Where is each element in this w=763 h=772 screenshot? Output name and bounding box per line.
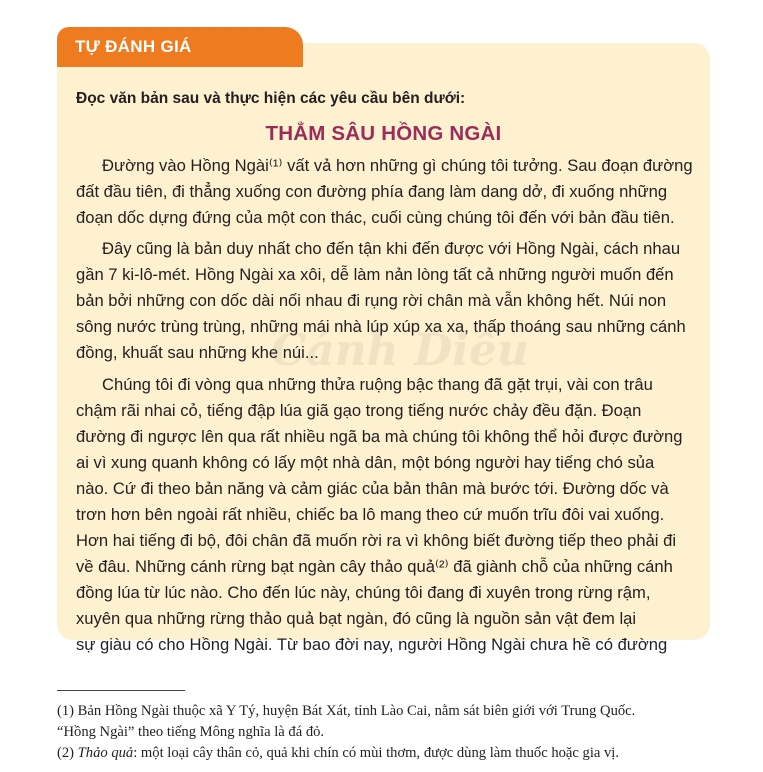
paragraph-line: Chúng tôi đi vòng qua những thửa ruộng bậc thang đã gặt trụi, vài con trâu — [102, 375, 653, 394]
svg-text:Cánh Diều: Cánh Diều — [271, 325, 529, 376]
paragraph-line: đồng, khuất sau những khe núi... — [76, 343, 319, 362]
footnote-1-line-1: (1) Bản Hồng Ngài thuộc xã Y Tý, huyện Bát Xát, tỉnh Lào Cai, nằm sát biên giới với Trung Quốc. — [57, 703, 636, 719]
instruction-text: Đọc văn bản sau và thực hiện các yêu cầu bên dưới: — [76, 90, 466, 107]
paragraph-line: về đâu. Những cánh rừng bạt ngàn cây thảo quả⁽²⁾ đã giành chỗ của những cánh — [76, 557, 673, 576]
paragraph-line: chậm rãi nhai cỏ, tiếng đập lúa giã gạo trong tiếng nước chảy đều đặn. Đoạn — [76, 401, 642, 420]
paragraph-line: trơn hơn bên ngoài rất nhiều, chiếc ba lô mang theo cứ muốn trĩu đôi vai xuống. — [76, 505, 665, 524]
footnote-1-line-2: “Hồng Ngài” theo tiếng Mông nghĩa là đá đỏ. — [57, 724, 325, 740]
paragraph-line: đất đầu tiên, đi thẳng xuống con đường phía đang làm dang dở, đi xuống những — [76, 182, 668, 201]
paragraph-line: Hơn hai tiếng đi bộ, đôi chân đã muốn rời ra vì không biết đường tiếp theo phải đi — [76, 531, 677, 550]
document-title: THẲM SÂU HỒNG NGÀI — [265, 122, 502, 145]
paragraph-line: bản bởi những con dốc dài nối nhau đi rụng rời chân mà vẫn không hết. Núi non — [76, 291, 667, 310]
paragraph-line: đồng lúa từ lúc nào. Cho đến lúc này, chúng tôi đang đi xuyên trong rừng rậm, — [76, 583, 651, 602]
paragraph-line: đoạn dốc dựng đứng của một con thác, cuối cùng chúng tôi đến với bản đầu tiên. — [76, 208, 675, 227]
footnote-2-term: Thảo quả — [77, 745, 134, 761]
paragraph-line: xuyên qua những rừng thảo quả bạt ngàn, đó cũng là nguồn sản vật đem lại — [76, 609, 637, 628]
paragraph-line: đường đi ngược lên qua rất nhiều ngã ba mà chúng tôi không thể hỏi được đường — [76, 427, 683, 446]
paragraph-line: nào. Cứ đi theo bản năng và cảm giác của bản thân mà bước tới. Đường dốc và — [76, 479, 669, 498]
paragraph-line: sự giàu có cho Hồng Ngài. Từ bao đời nay, người Hồng Ngài chưa hề có đường — [76, 635, 668, 654]
footnote-2 — [57, 743, 619, 763]
paragraph-line: Đường vào Hồng Ngài⁽¹⁾ vất vả hơn những gì chúng tôi tưởng. Sau đoạn đường — [102, 156, 693, 175]
footnote-2-definition: : một loại cây thân cỏ, quả khi chín có mùi thơm, được dùng làm thuốc hoặc gia vị. — [133, 745, 619, 761]
paragraph-line: ai vì xung quanh không có lấy một nhà dân, một bóng người hay tiếng chó sủa — [76, 453, 655, 472]
paragraph-line: Đây cũng là bản duy nhất cho đến tận khi đến được với Hồng Ngài, cách nhau — [102, 239, 681, 258]
footnote-2-number: (2) — [57, 745, 78, 761]
footnote-divider — [57, 690, 185, 691]
paragraph-line: gần 7 ki-lô-mét. Hồng Ngài xa xôi, dễ làm nản lòng tất cả những người muốn đến — [76, 265, 674, 284]
section-label-tab: TỰ ĐÁNH GIÁ — [57, 27, 303, 67]
paragraph-line: sông nước trùng trùng, những mái nhà lúp xúp xa xa, thấp thoáng sau những cánh — [76, 317, 686, 336]
